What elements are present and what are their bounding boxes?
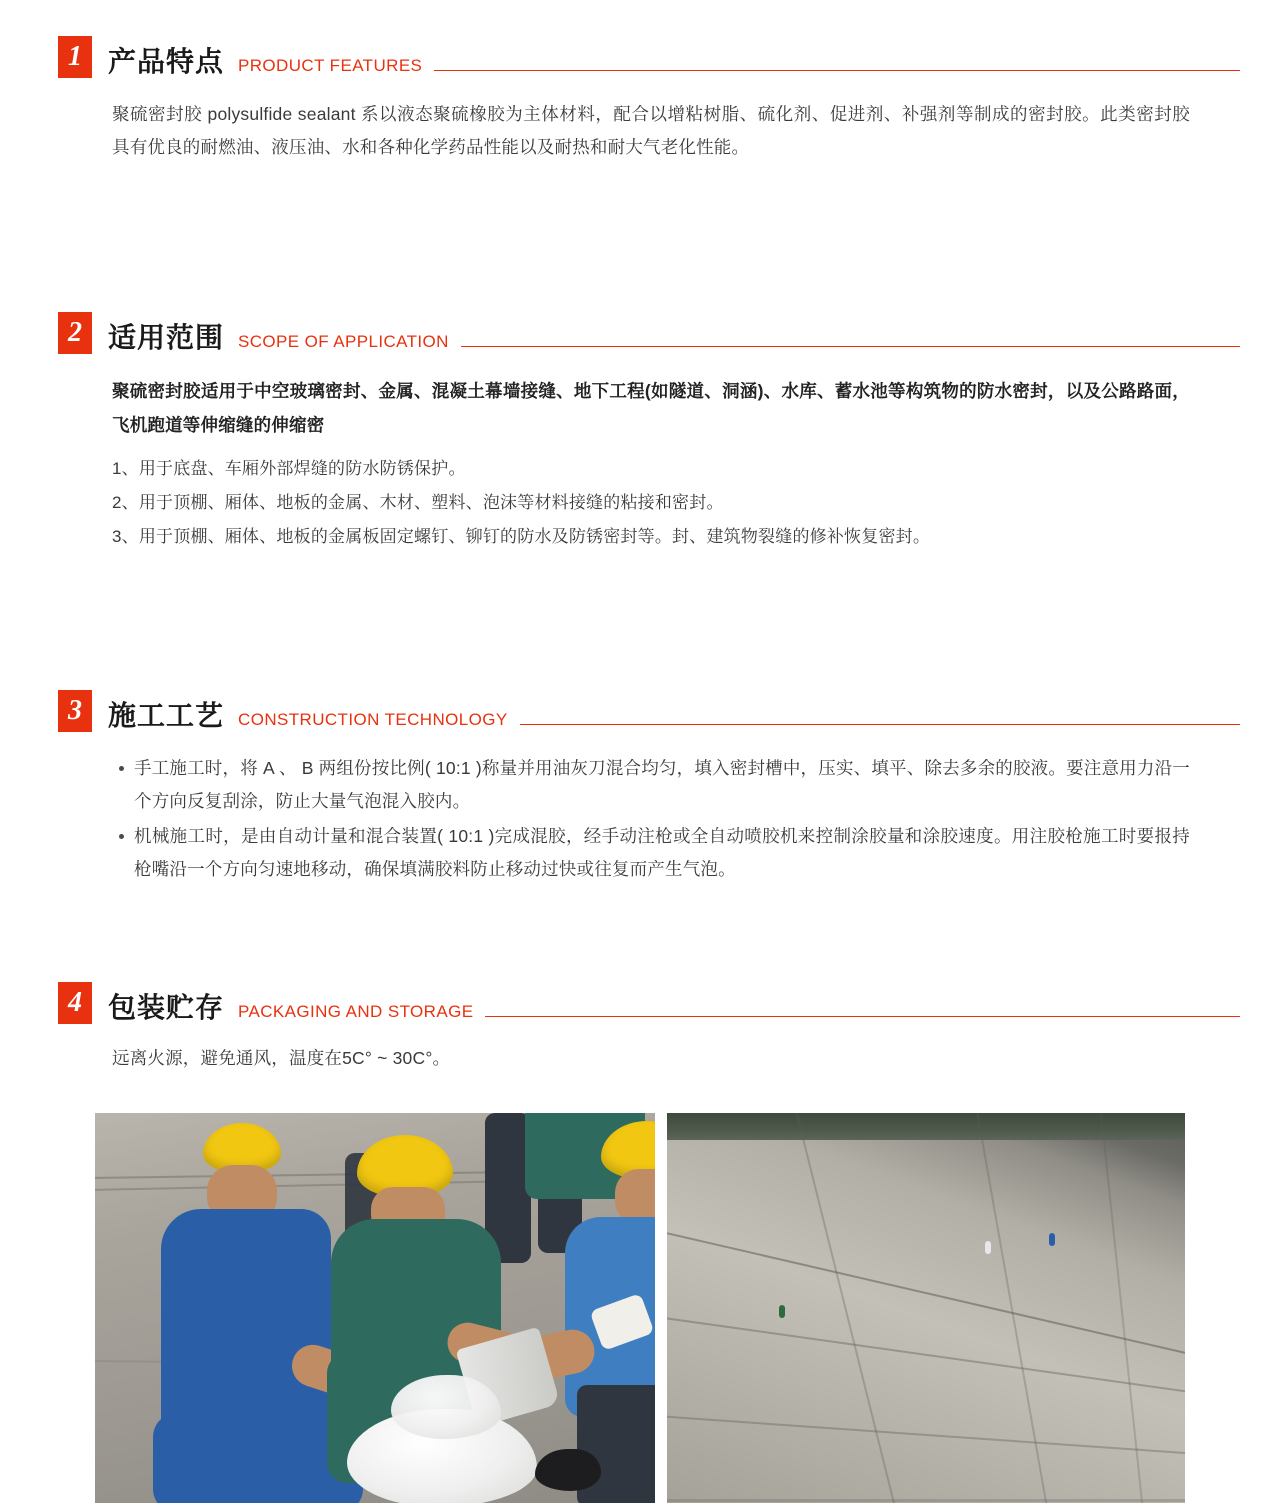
list-item: 机械施工时，是由自动计量和混合装置( 10:1 )完成混胶，经手动注枪或全自动喷胶机来控制涂胶量和涂胶速度。用注胶枪施工时要报持枪嘴沿一个方向匀速地移动，确保填满胶料防止移动过快或往复而产生气泡。 [134,820,1190,886]
numbered-item: 1、用于底盘、车厢外部焊缝的防水防锈保护。 [112,459,466,478]
section-title-cn: 适用范围 [108,322,225,353]
concrete-slope-construction-photo [667,1113,1185,1503]
photo-detail [985,1241,991,1254]
photo-detail [779,1305,785,1318]
spacer [0,554,1280,690]
section-divider-rule [434,70,1240,71]
numbered-item: 3、用于顶棚、厢体、地板的金属板固定螺钉、铆钉的防水及防锈密封等。封、建筑物裂缝的修补恢复密封。 [112,527,931,546]
section-heading [0,36,1280,78]
section-title-en: PACKAGING AND STORAGE [238,1002,474,1021]
section-title-en: CONSTRUCTION TECHNOLOGY [238,710,508,729]
photo-detail [161,1209,331,1439]
section-divider-rule [461,346,1240,347]
section-heading [0,982,1280,1024]
section-title-en: SCOPE OF APPLICATION [238,332,449,351]
section-body [0,374,1280,554]
spacer [0,164,1280,312]
workers-mixing-sealant-photo [95,1113,655,1503]
section-title-en: PRODUCT FEATURES [238,56,423,75]
section-number-badge: 3 [58,690,92,732]
numbered-item: 2、用于顶棚、厢体、地板的金属、木材、塑料、泡沫等材料接缝的粘接和密封。 [112,493,724,512]
section-divider-rule [485,1016,1240,1017]
section-body [0,98,1280,164]
section-body [0,1042,1280,1075]
paragraph: 聚硫密封胶 polysulfide sealant 系以液态聚硫橡胶为主体材料，配合以增粘树脂、硫化剂、促进剂、补强剂等制成的密封胶。此类密封胶具有优良的耐燃油、液压油、水和各种化学药品性能以及耐热和耐大气老化性能。 [112,104,1190,157]
photo-detail [391,1375,501,1439]
section-title-cn: 产品特点 [108,46,225,77]
section-divider-rule [520,724,1240,725]
section-heading [0,690,1280,732]
paragraph: 远离火源，避免通风，温度在5C° ~ 30C°。 [112,1048,451,1068]
spacer [0,888,1280,982]
photo-detail [667,1499,1185,1502]
list-item: 手工施工时，将 A 、 B 两组份按比例( 10:1 )称量并用油灰刀混合均匀，填入密封槽中，压实、填平、除去多余的胶液。要注意用力沿一个方向反复刮涂，防止大量气泡混入胶内。 [134,752,1190,818]
section-title-cn: 包装贮存 [108,992,225,1023]
photo-detail [1049,1233,1055,1246]
photo-gallery [0,1113,1280,1503]
section-number-badge: 1 [58,36,92,78]
section-product-features [0,0,1280,164]
section-packaging-and-storage [0,982,1280,1075]
bullet-list [112,752,1190,886]
section-title-cn: 施工工艺 [108,700,225,731]
photo-detail [667,1113,1185,1140]
section-number-badge: 4 [58,982,92,1024]
spacer [0,1024,1280,1042]
lead-paragraph: 聚硫密封胶适用于中空玻璃密封、金属、混凝土幕墙接缝、地下工程(如隧道、洞涵)、水库、蓄水池等构筑物的防水密封，以及公路路面，飞机跑道等伸缩缝的伸缩密 [112,381,1190,435]
section-construction-technology [0,690,1280,886]
section-scope-of-application [0,312,1280,554]
section-body [0,752,1280,886]
spacer [0,78,1280,98]
spacer [0,732,1280,752]
section-heading [0,312,1280,354]
photo-detail [535,1449,601,1491]
section-number-badge: 2 [58,312,92,354]
spacer [0,354,1280,374]
